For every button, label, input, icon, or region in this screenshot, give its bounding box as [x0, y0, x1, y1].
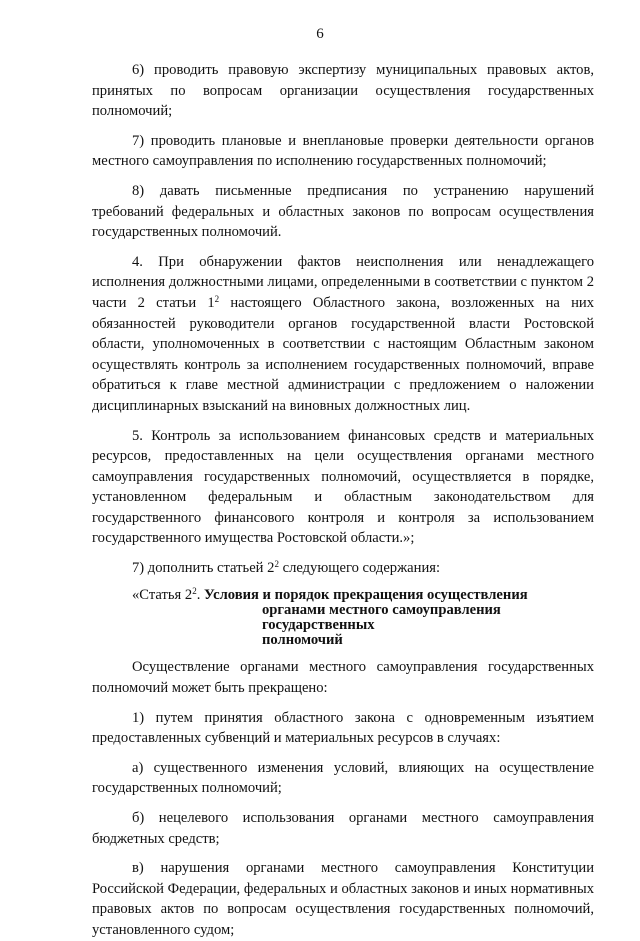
paragraph-item-a: а) существенного изменения условий, влияющих на осуществление государственных полномочий; [92, 759, 594, 797]
paragraph-item-1: 1) путем принятия областного закона с одновременным изъятием предоставленных субвенций и материальных ресурсов в случаях: [92, 709, 594, 747]
paragraph-point-4-text-a: 4. При обнаружении фактов неисполнения или ненадлежащего исполнения должностными лицами, определенными в соответствии с пунктом 2 части 2 статьи 1 [92, 253, 594, 311]
paragraph-point-4 [92, 252, 594, 417]
paragraph-termination-intro: Осуществление органами местного самоуправления государственных полномочий может быть прекращено: [92, 659, 594, 697]
amendment-7-text-b: следующего содержания: [278, 560, 441, 577]
paragraph-amendment-7 [92, 558, 594, 579]
article-number: «Статья 2 [132, 586, 193, 603]
paragraph-item-b: б) нецелевого использования органами местного самоуправления бюджетных средств; [92, 810, 594, 847]
paragraph-item-v: в) нарушения органами местного самоуправления Конституции Российской Федерации, федеральных и областных законов и иных нормативных правовых актов по вопросам осуществления государственных полномочий, установленного судом; [92, 860, 594, 938]
article-title-line-1: Условия и порядок прекращения осуществления [200, 586, 528, 603]
paragraph-item-8: 8) давать письменные предписания по устранению нарушений требований федеральных и областных законов по вопросам осуществления государственных полномочий. [92, 182, 594, 241]
article-heading [92, 585, 594, 649]
paragraph-item-7: 7) проводить плановые и внеплановые проверки деятельности органов местного самоуправления по исполнению государственных полномочий; [92, 132, 594, 170]
superscript: 2 [192, 585, 197, 596]
paragraph-point-4-text-b: настоящего Областного закона, возложенных на них обязанностей руководители органов государственной власти Ростовской области, уполномоченных в соответствии с настоящим Областным законом осуществлять контроль за исполнением государственных полномочий, вправе обратиться к главе местной администрации с предложением о наложении дисциплинарных взысканий на виновных должностных лиц. [92, 294, 594, 414]
amendment-7-text-a: 7) дополнить статьей 2 [132, 560, 275, 577]
paragraph-item-6: 6) проводить правовую экспертизу муниципальных правовых актов, принятых по вопросам организации осуществления государственных полномочий; [92, 62, 594, 120]
superscript: 2 [274, 559, 279, 570]
superscript: 2 [214, 293, 220, 304]
paragraph-point-5: 5. Контроль за использованием финансовых средств и материальных ресурсов, предоставленных на цели осуществления органами местного самоуправления государственных полномочий, осуществляется в порядке, установленном федеральным и областным законодательством для государственного финансового контроля и контроля за использованием государственного имущества Ростовской области.»; [92, 427, 594, 547]
article-title-line-3: полномочий [262, 632, 343, 649]
article-number-dot: . [196, 586, 201, 603]
page-number: 6 [316, 26, 324, 42]
document-body [92, 60, 594, 941]
article-title-line-2: органами местного самоуправления государственных [262, 601, 501, 634]
